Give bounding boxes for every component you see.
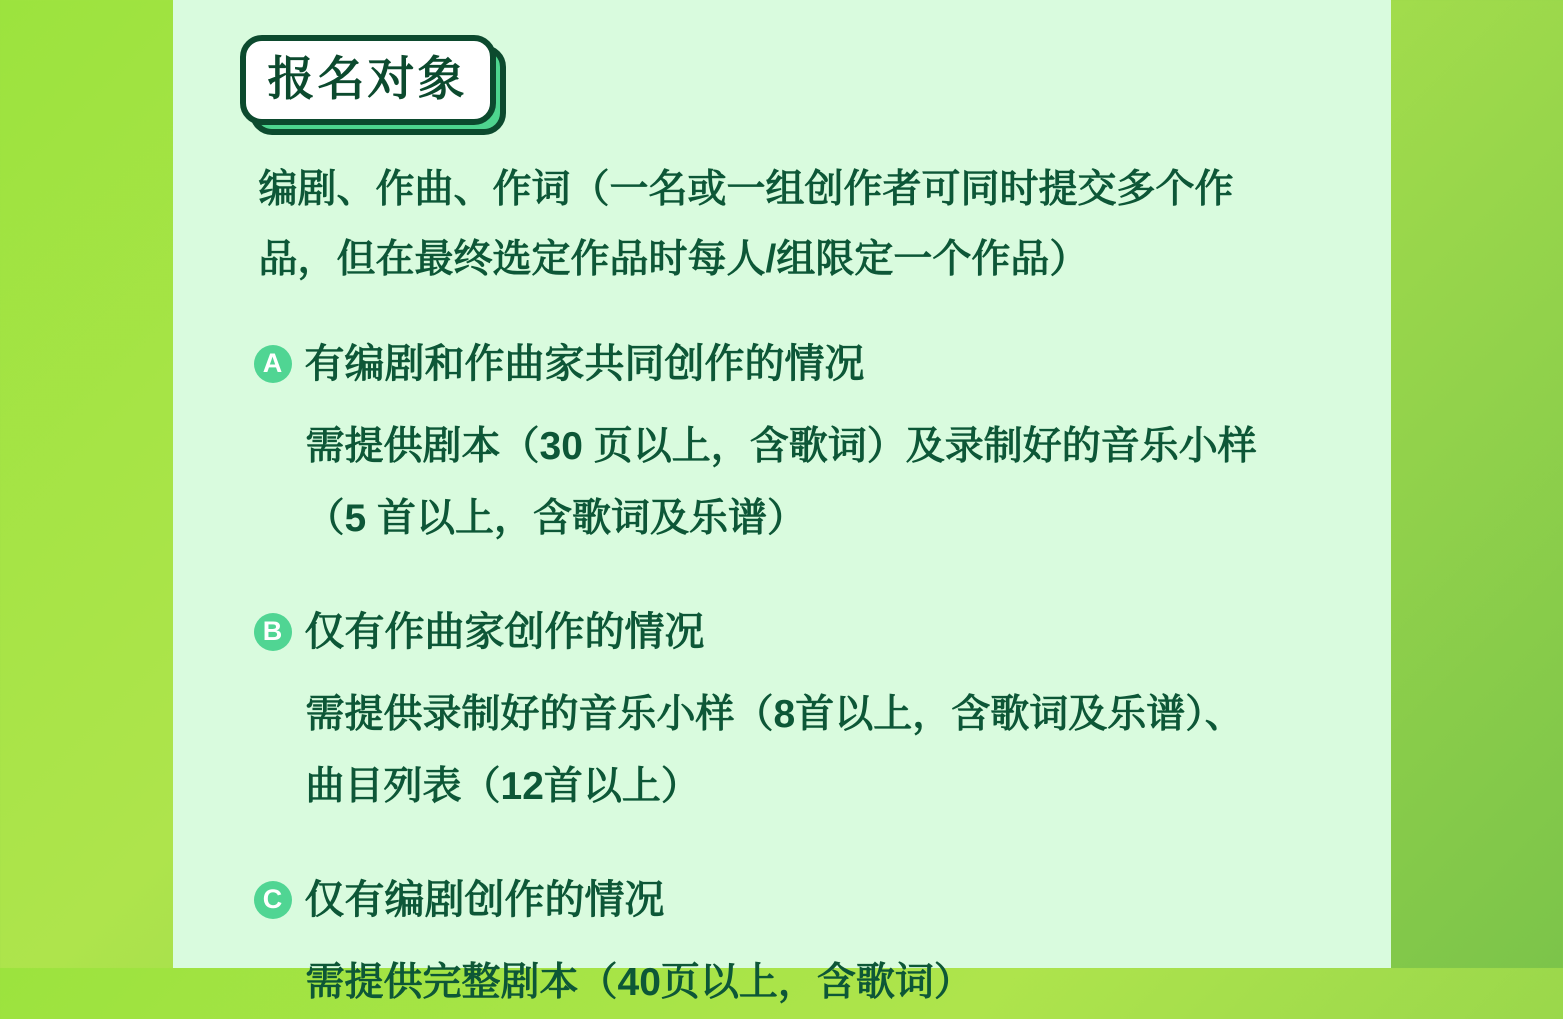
section-b-body bbox=[306, 679, 1366, 823]
section-b bbox=[173, 609, 1391, 823]
intro-line-2: 品，但在最终选定作品时每人/组限定一个作品） bbox=[258, 237, 1089, 281]
section-c-letter-badge: C bbox=[254, 881, 292, 919]
content-panel bbox=[173, 0, 1391, 1004]
section-c-header bbox=[254, 877, 1391, 923]
section-c-heading: 仅有编剧创作的情况 bbox=[304, 877, 665, 922]
section-b-letter-badge: B bbox=[254, 613, 292, 651]
section-a-body-line-2: （5 首以上，含歌词及乐谱） bbox=[305, 496, 807, 540]
title-badge bbox=[240, 35, 496, 125]
section-b-heading: 仅有作曲家创作的情况 bbox=[304, 609, 705, 654]
section-a-heading: 有编剧和作曲家共同创作的情况 bbox=[304, 341, 865, 386]
section-c-body bbox=[306, 947, 1366, 1019]
section-a bbox=[173, 341, 1391, 555]
section-a-letter-badge: A bbox=[254, 345, 292, 383]
intro-paragraph bbox=[259, 155, 1349, 295]
section-c bbox=[173, 877, 1391, 1019]
section-a-header bbox=[254, 341, 1391, 387]
section-a-body-line-1: 需提供剧本（30 页以上，含歌词）及录制好的音乐小样 bbox=[305, 424, 1257, 468]
section-b-header bbox=[254, 609, 1391, 655]
section-b-body-line-2: 曲目列表（12首以上） bbox=[305, 764, 700, 808]
section-b-body-line-1: 需提供录制好的音乐小样（8首以上，含歌词及乐谱）、 bbox=[305, 692, 1244, 736]
page-title: 报名对象 bbox=[240, 35, 496, 125]
section-a-body bbox=[306, 411, 1366, 555]
intro-line-1: 编剧、作曲、作词（一名或一组创作者可同时提交多个作 bbox=[258, 167, 1234, 211]
section-c-body-line-1: 需提供完整剧本（40页以上，含歌词） bbox=[305, 960, 973, 1004]
